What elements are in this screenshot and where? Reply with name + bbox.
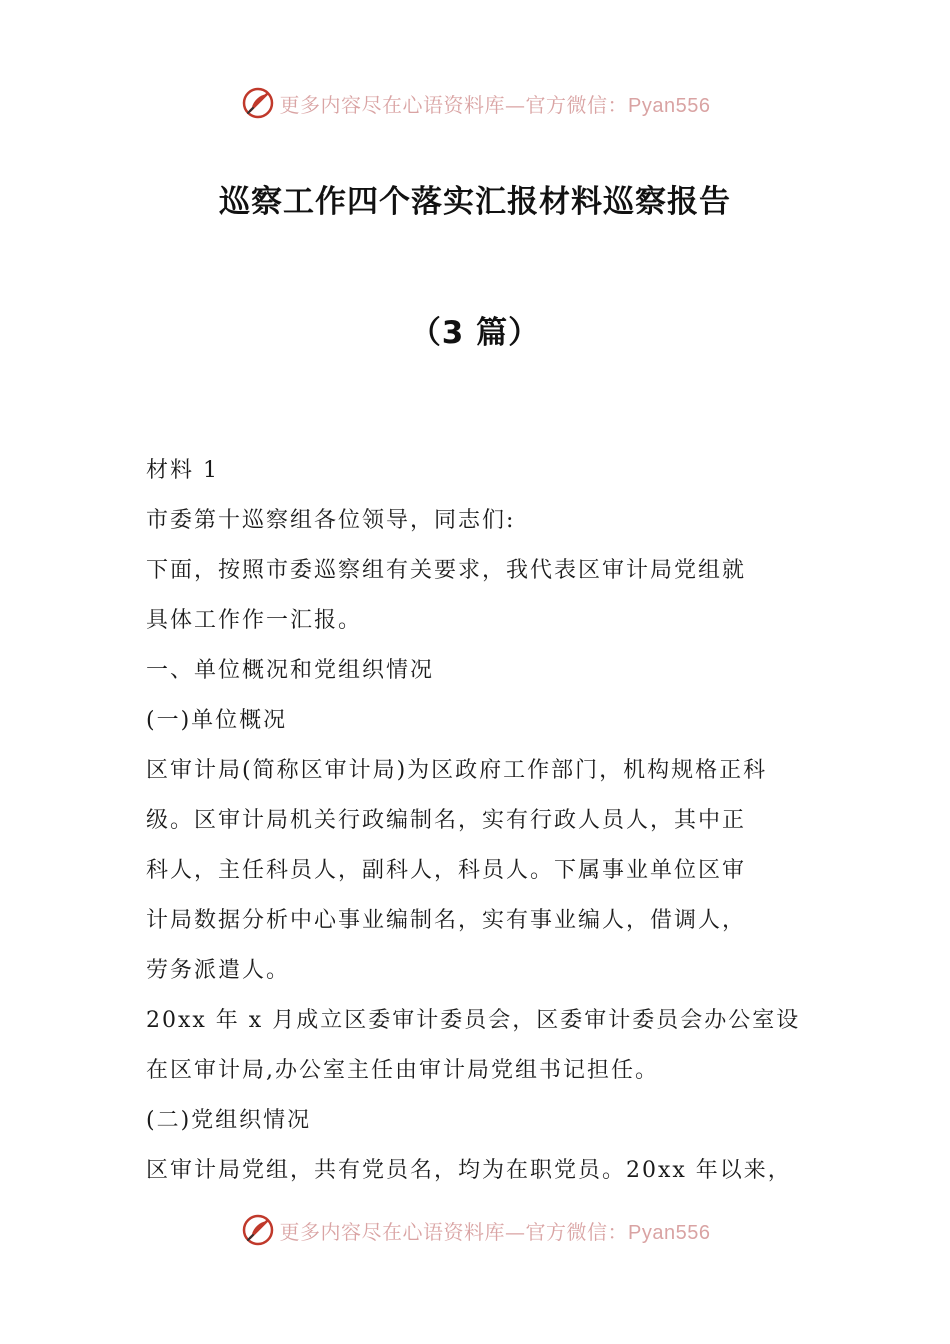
paragraph: 下面，按照市委巡察组有关要求，我代表区审计局党组就 <box>146 558 747 583</box>
document-body <box>146 446 816 1196</box>
watermark-bottom <box>0 1210 950 1250</box>
document-title: 巡察工作四个落实汇报材料巡察报告 <box>219 184 731 220</box>
paragraph: 级。区审计局机关行政编制名，实有行政人员人，其中正 <box>146 808 747 833</box>
watermark-text: 更多内容尽在心语资料库—官方微信：Pyan556 <box>279 1219 711 1244</box>
paragraph: 具体工作作一汇报。 <box>146 608 363 633</box>
paragraph: 区审计局(简称区审计局)为区政府工作部门，机构规格正科 <box>146 758 768 783</box>
quill-logo-icon <box>240 1212 276 1248</box>
paragraph: 20xx 年 x 月成立区委审计委员会，区委审计委员会办公室设 <box>146 1008 801 1033</box>
paragraph: 劳务派遣人。 <box>146 958 291 983</box>
subsection-heading: (二)党组织情况 <box>146 1108 312 1133</box>
section-heading: 一、单位概况和党组织情况 <box>146 658 435 683</box>
paragraph: 计局数据分析中心事业编制名，实有事业编人，借调人， <box>146 908 747 933</box>
paragraph: 科人，主任科员人，副科人，科员人。下属事业单位区审 <box>146 858 747 883</box>
paragraph: 市委第十巡察组各位领导，同志们: <box>146 508 516 533</box>
subsection-heading: (一)单位概况 <box>146 708 288 733</box>
watermark-top <box>0 83 950 123</box>
watermark-text: 更多内容尽在心语资料库—官方微信：Pyan556 <box>279 92 711 117</box>
paragraph: 材料 1 <box>146 458 219 483</box>
quill-logo-icon <box>240 85 276 121</box>
paragraph: 区审计局党组，共有党员名，均为在职党员。20xx 年以来， <box>146 1158 792 1183</box>
paragraph: 在区审计局,办公室主任由审计局党组书记担任。 <box>146 1058 659 1083</box>
document-subtitle: （3 篇） <box>409 315 541 351</box>
